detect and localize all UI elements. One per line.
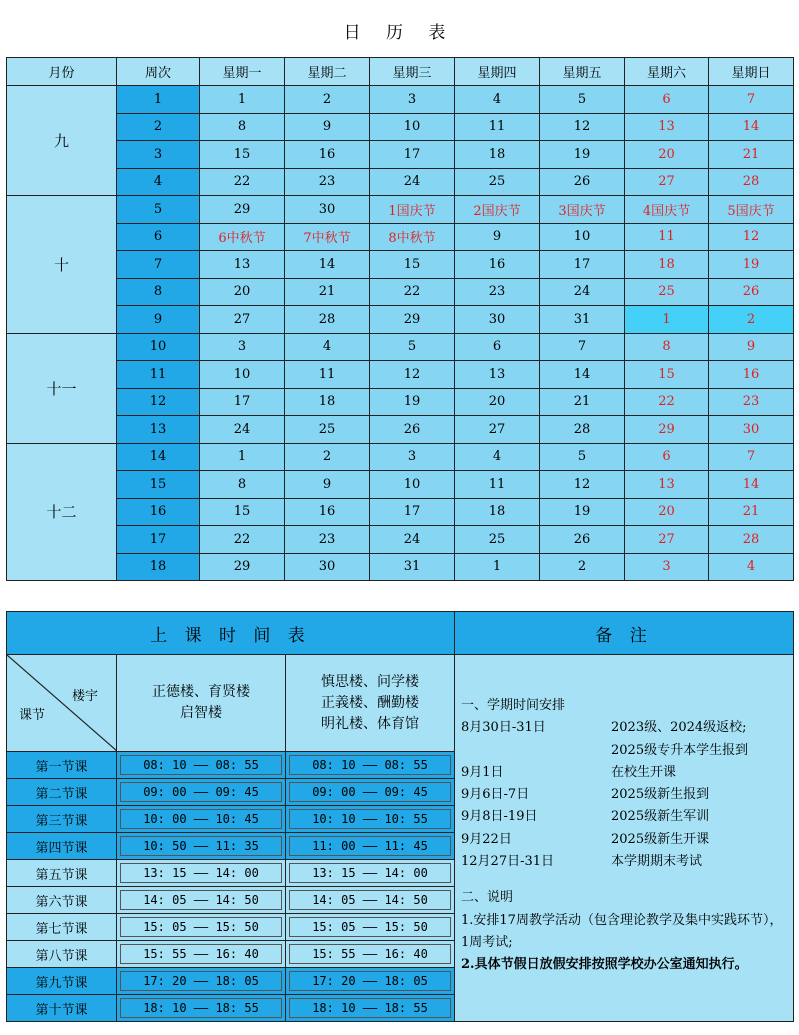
- period-name-cell: 第九节课: [7, 968, 117, 995]
- day-cell: 17: [370, 141, 455, 169]
- day-cell: 16: [455, 251, 540, 279]
- calendar-week-row: [7, 168, 794, 196]
- day-cell: 1: [200, 443, 285, 471]
- period-time-text: 10: 00 —— 10: 45: [120, 809, 282, 829]
- notes-schedule-row: [461, 717, 789, 739]
- calendar-week-row: [7, 416, 794, 444]
- calendar-header-cell: 星期一: [200, 58, 285, 86]
- day-cell: 3: [200, 333, 285, 361]
- day-cell: 19: [370, 388, 455, 416]
- day-cell: 1国庆节: [370, 196, 455, 224]
- building-a-line: 正德楼、育贤楼: [152, 684, 250, 700]
- day-cell: 5: [540, 443, 625, 471]
- day-cell: 4: [709, 553, 794, 581]
- day-cell: 25: [285, 416, 370, 444]
- day-cell: 28: [285, 306, 370, 334]
- notes-section-2-title: 二、说明: [461, 890, 514, 906]
- day-cell: 28: [540, 416, 625, 444]
- period-name-cell: 第四节课: [7, 833, 117, 860]
- period-time-text: 15: 55 —— 16: 40: [120, 944, 282, 964]
- period-time-cell: [286, 941, 455, 968]
- calendar-week-row: [7, 388, 794, 416]
- day-cell: 21: [709, 498, 794, 526]
- day-cell: 9: [285, 113, 370, 141]
- day-cell: 7中秋节: [285, 223, 370, 251]
- notes-schedule-row: [461, 762, 789, 784]
- calendar-week-row: [7, 251, 794, 279]
- day-cell: 22: [625, 388, 709, 416]
- day-cell: 19: [709, 251, 794, 279]
- notes-schedule-row: [461, 740, 789, 762]
- day-cell: 30: [709, 416, 794, 444]
- day-cell: 4国庆节: [625, 196, 709, 224]
- period-time-text: 15: 05 —— 15: 50: [289, 917, 451, 937]
- period-time-cell: [117, 968, 286, 995]
- day-cell: 13: [625, 471, 709, 499]
- period-time-text: 14: 05 —— 14: 50: [120, 890, 282, 910]
- day-cell: 7: [709, 86, 794, 114]
- calendar-week-row: [7, 471, 794, 499]
- period-time-text: 15: 05 —— 15: 50: [120, 917, 282, 937]
- calendar-week-row: [7, 141, 794, 169]
- day-cell: 23: [285, 526, 370, 554]
- day-cell: 11: [625, 223, 709, 251]
- day-cell: 21: [285, 278, 370, 306]
- notes-date: [461, 740, 611, 762]
- period-time-cell: [286, 914, 455, 941]
- day-cell: 18: [625, 251, 709, 279]
- notes-schedule-row: [461, 829, 789, 851]
- day-cell: 11: [285, 361, 370, 389]
- month-cell: 十一: [7, 333, 117, 443]
- week-number-cell: 1: [117, 86, 200, 114]
- period-time-cell: [286, 995, 455, 1022]
- day-cell: 1: [200, 86, 285, 114]
- notes-event: 本学期期末考试: [611, 854, 703, 870]
- notes-section-1-title: 一、学期时间安排: [461, 698, 566, 713]
- day-cell: 24: [200, 416, 285, 444]
- period-name-cell: 第七节课: [7, 914, 117, 941]
- period-name-cell: 第三节课: [7, 806, 117, 833]
- calendar-header-cell: 星期六: [625, 58, 709, 86]
- day-cell: 29: [625, 416, 709, 444]
- period-time-text: 15: 55 —— 16: 40: [289, 944, 451, 964]
- calendar-header-cell: 星期三: [370, 58, 455, 86]
- calendar-week-row: [7, 196, 794, 224]
- day-cell: 30: [285, 196, 370, 224]
- day-cell: 29: [200, 196, 285, 224]
- building-b-line: 正義楼、酬勤楼: [321, 694, 419, 711]
- period-time-cell: [117, 941, 286, 968]
- month-cell: 十: [7, 196, 117, 334]
- day-cell: 12: [709, 223, 794, 251]
- week-number-cell: 16: [117, 498, 200, 526]
- week-number-cell: 7: [117, 251, 200, 279]
- day-cell: 15: [200, 141, 285, 169]
- day-cell: 22: [200, 168, 285, 196]
- corner-header: [7, 655, 117, 752]
- calendar-header-cell: 星期四: [455, 58, 540, 86]
- day-cell: 19: [540, 141, 625, 169]
- day-cell: 24: [540, 278, 625, 306]
- day-cell: 30: [455, 306, 540, 334]
- calendar-header-cell: 星期五: [540, 58, 625, 86]
- day-cell: 19: [540, 498, 625, 526]
- notes-event: 在校生开课: [611, 764, 677, 780]
- week-number-cell: 3: [117, 141, 200, 169]
- notes-event: 2023级、2024级返校;: [611, 720, 747, 736]
- notes-panel: [455, 655, 794, 1022]
- building-group-a: [117, 655, 286, 752]
- day-cell: 1: [455, 553, 540, 581]
- day-cell: 1: [625, 306, 709, 334]
- day-cell: 15: [370, 251, 455, 279]
- calendar-week-row: [7, 86, 794, 114]
- period-name-cell: 第五节课: [7, 860, 117, 887]
- day-cell: 7: [709, 443, 794, 471]
- day-cell: 11: [455, 113, 540, 141]
- calendar-header-cell: 周次: [117, 58, 200, 86]
- day-cell: 25: [455, 526, 540, 554]
- period-name-cell: 第八节课: [7, 941, 117, 968]
- day-cell: 25: [455, 168, 540, 196]
- day-cell: 16: [285, 498, 370, 526]
- day-cell: 27: [625, 526, 709, 554]
- calendar-week-row: [7, 306, 794, 334]
- day-cell: 9: [285, 471, 370, 499]
- day-cell: 6: [455, 333, 540, 361]
- notes-schedule-row: [461, 851, 789, 873]
- calendar-week-row: [7, 553, 794, 581]
- day-cell: 31: [540, 306, 625, 334]
- day-cell: 21: [709, 141, 794, 169]
- period-time-cell: [286, 752, 455, 779]
- notes-date: 9月1日: [461, 764, 504, 780]
- week-number-cell: 15: [117, 471, 200, 499]
- week-number-cell: 4: [117, 168, 200, 196]
- day-cell: 20: [455, 388, 540, 416]
- building-group-b: [286, 655, 455, 752]
- period-time-cell: [286, 806, 455, 833]
- day-cell: 28: [709, 526, 794, 554]
- day-cell: 5: [370, 333, 455, 361]
- week-number-cell: 9: [117, 306, 200, 334]
- period-time-cell: [286, 968, 455, 995]
- day-cell: 30: [285, 553, 370, 581]
- day-cell: 14: [285, 251, 370, 279]
- day-cell: 18: [455, 141, 540, 169]
- day-cell: 12: [540, 471, 625, 499]
- notes-schedule-row: [461, 784, 789, 806]
- week-number-cell: 8: [117, 278, 200, 306]
- day-cell: 2: [285, 443, 370, 471]
- day-cell: 8中秋节: [370, 223, 455, 251]
- period-time-text: 18: 10 —— 18: 55: [120, 998, 282, 1018]
- day-cell: 17: [370, 498, 455, 526]
- notes-date: 9月6日-7日: [461, 787, 530, 803]
- day-cell: 22: [200, 526, 285, 554]
- week-number-cell: 5: [117, 196, 200, 224]
- period-time-text: 09: 00 —— 09: 45: [120, 782, 282, 802]
- calendar-week-row: [7, 443, 794, 471]
- day-cell: 2国庆节: [455, 196, 540, 224]
- week-number-cell: 13: [117, 416, 200, 444]
- period-time-cell: [117, 752, 286, 779]
- calendar-header-row: [7, 58, 794, 86]
- day-cell: 9: [455, 223, 540, 251]
- day-cell: 5国庆节: [709, 196, 794, 224]
- day-cell: 8: [200, 113, 285, 141]
- day-cell: 6中秋节: [200, 223, 285, 251]
- period-time-cell: [117, 779, 286, 806]
- calendar-week-row: [7, 223, 794, 251]
- day-cell: 29: [370, 306, 455, 334]
- day-cell: 23: [455, 278, 540, 306]
- corner-building-label: 楼宇: [71, 689, 98, 704]
- day-cell: 10: [200, 361, 285, 389]
- day-cell: 13: [200, 251, 285, 279]
- day-cell: 4: [455, 86, 540, 114]
- notes-line: 1.安排17周教学活动（包含理论教学及集中实践环节），1周考试;: [461, 912, 783, 950]
- day-cell: 2: [709, 306, 794, 334]
- period-time-text: 14: 05 —— 14: 50: [289, 890, 451, 910]
- month-cell: 十二: [7, 443, 117, 581]
- building-b-line: 明礼楼、体育馆: [321, 715, 419, 732]
- notes-date: 8月30日-31日: [461, 720, 546, 736]
- day-cell: 3: [625, 553, 709, 581]
- calendar-table: [6, 57, 794, 581]
- period-time-cell: [117, 833, 286, 860]
- day-cell: 6: [625, 443, 709, 471]
- day-cell: 17: [200, 388, 285, 416]
- period-time-text: 11: 00 —— 11: 45: [289, 836, 451, 856]
- period-time-cell: [286, 833, 455, 860]
- period-time-cell: [286, 887, 455, 914]
- week-number-cell: 17: [117, 526, 200, 554]
- day-cell: 4: [285, 333, 370, 361]
- period-name-cell: 第十节课: [7, 995, 117, 1022]
- week-number-cell: 10: [117, 333, 200, 361]
- day-cell: 25: [625, 278, 709, 306]
- day-cell: 2: [285, 86, 370, 114]
- day-cell: 13: [625, 113, 709, 141]
- corner-period-label: 课节: [19, 708, 46, 723]
- day-cell: 27: [455, 416, 540, 444]
- calendar-week-row: [7, 526, 794, 554]
- period-time-text: 13: 15 —— 14: 00: [289, 863, 451, 883]
- day-cell: 26: [540, 526, 625, 554]
- period-time-text: 08: 10 —— 08: 55: [289, 755, 451, 775]
- day-cell: 8: [200, 471, 285, 499]
- day-cell: 3国庆节: [540, 196, 625, 224]
- day-cell: 31: [370, 553, 455, 581]
- period-time-text: 13: 15 —— 14: 00: [120, 863, 282, 883]
- day-cell: 27: [625, 168, 709, 196]
- day-cell: 26: [370, 416, 455, 444]
- period-time-cell: [117, 860, 286, 887]
- period-time-cell: [117, 887, 286, 914]
- notes-date: 9月22日: [461, 831, 512, 847]
- day-cell: 24: [370, 168, 455, 196]
- day-cell: 23: [285, 168, 370, 196]
- notes-event: 2025级专升本学生报到: [611, 742, 749, 758]
- day-cell: 18: [285, 388, 370, 416]
- notes-date: 12月27日-31日: [461, 854, 555, 870]
- period-name-cell: 第六节课: [7, 887, 117, 914]
- schedule-title: 上 课 时 间 表: [7, 612, 455, 655]
- day-cell: 3: [370, 443, 455, 471]
- building-b-line: 慎思楼、问学楼: [321, 673, 419, 690]
- period-time-text: 17: 20 —— 18: 05: [289, 971, 451, 991]
- day-cell: 10: [370, 113, 455, 141]
- day-cell: 2: [540, 553, 625, 581]
- period-time-cell: [117, 806, 286, 833]
- schedule-table: [6, 611, 794, 1022]
- day-cell: 7: [540, 333, 625, 361]
- day-cell: 29: [200, 553, 285, 581]
- day-cell: 12: [540, 113, 625, 141]
- day-cell: 24: [370, 526, 455, 554]
- week-number-cell: 18: [117, 553, 200, 581]
- week-number-cell: 14: [117, 443, 200, 471]
- day-cell: 9: [709, 333, 794, 361]
- day-cell: 21: [540, 388, 625, 416]
- day-cell: 17: [540, 251, 625, 279]
- day-cell: 23: [709, 388, 794, 416]
- calendar-week-row: [7, 498, 794, 526]
- corner-diagonal-line: [7, 655, 117, 751]
- day-cell: 6: [625, 86, 709, 114]
- notes-schedule-row: [461, 806, 789, 828]
- day-cell: 12: [370, 361, 455, 389]
- notes-line: 2.具体节假日放假安排按照学校办公室通知执行。: [461, 957, 748, 973]
- period-time-text: 18: 10 —— 18: 55: [289, 998, 451, 1018]
- day-cell: 22: [370, 278, 455, 306]
- day-cell: 10: [370, 471, 455, 499]
- calendar-header-cell: 星期二: [285, 58, 370, 86]
- building-a-line: 启智楼: [180, 705, 222, 721]
- day-cell: 15: [625, 361, 709, 389]
- day-cell: 18: [455, 498, 540, 526]
- day-cell: 16: [285, 141, 370, 169]
- day-cell: 14: [540, 361, 625, 389]
- notes-event: 2025级新生开课: [611, 831, 710, 847]
- day-cell: 26: [709, 278, 794, 306]
- calendar-week-row: [7, 361, 794, 389]
- day-cell: 3: [370, 86, 455, 114]
- week-number-cell: 12: [117, 388, 200, 416]
- period-time-cell: [286, 779, 455, 806]
- day-cell: 27: [200, 306, 285, 334]
- day-cell: 15: [200, 498, 285, 526]
- period-time-text: 10: 10 —— 10: 55: [289, 809, 451, 829]
- notes-date: 9月8日-19日: [461, 809, 538, 825]
- day-cell: 28: [709, 168, 794, 196]
- week-number-cell: 2: [117, 113, 200, 141]
- day-cell: 14: [709, 471, 794, 499]
- day-cell: 20: [200, 278, 285, 306]
- month-cell: 九: [7, 86, 117, 196]
- calendar-header-cell: 星期日: [709, 58, 794, 86]
- period-time-text: 09: 00 —— 09: 45: [289, 782, 451, 802]
- day-cell: 20: [625, 498, 709, 526]
- notes-event: 2025级新生报到: [611, 787, 710, 803]
- week-number-cell: 11: [117, 361, 200, 389]
- period-time-cell: [117, 995, 286, 1022]
- period-time-text: 17: 20 —— 18: 05: [120, 971, 282, 991]
- period-time-text: 10: 50 —— 11: 35: [120, 836, 282, 856]
- day-cell: 8: [625, 333, 709, 361]
- period-name-cell: 第一节课: [7, 752, 117, 779]
- day-cell: 16: [709, 361, 794, 389]
- day-cell: 4: [455, 443, 540, 471]
- period-name-cell: 第二节课: [7, 779, 117, 806]
- period-time-cell: [117, 914, 286, 941]
- week-number-cell: 6: [117, 223, 200, 251]
- day-cell: 11: [455, 471, 540, 499]
- day-cell: 20: [625, 141, 709, 169]
- notes-event: 2025级新生军训: [611, 809, 710, 825]
- calendar-week-row: [7, 278, 794, 306]
- day-cell: 10: [540, 223, 625, 251]
- day-cell: 14: [709, 113, 794, 141]
- day-cell: 13: [455, 361, 540, 389]
- day-cell: 5: [540, 86, 625, 114]
- calendar-title: 日 历 表: [343, 23, 456, 43]
- notes-title: 备 注: [455, 612, 794, 655]
- day-cell: 26: [540, 168, 625, 196]
- calendar-week-row: [7, 113, 794, 141]
- period-time-cell: [286, 860, 455, 887]
- calendar-week-row: [7, 333, 794, 361]
- calendar-header-cell: 月份: [7, 58, 117, 86]
- period-time-text: 08: 10 —— 08: 55: [120, 755, 282, 775]
